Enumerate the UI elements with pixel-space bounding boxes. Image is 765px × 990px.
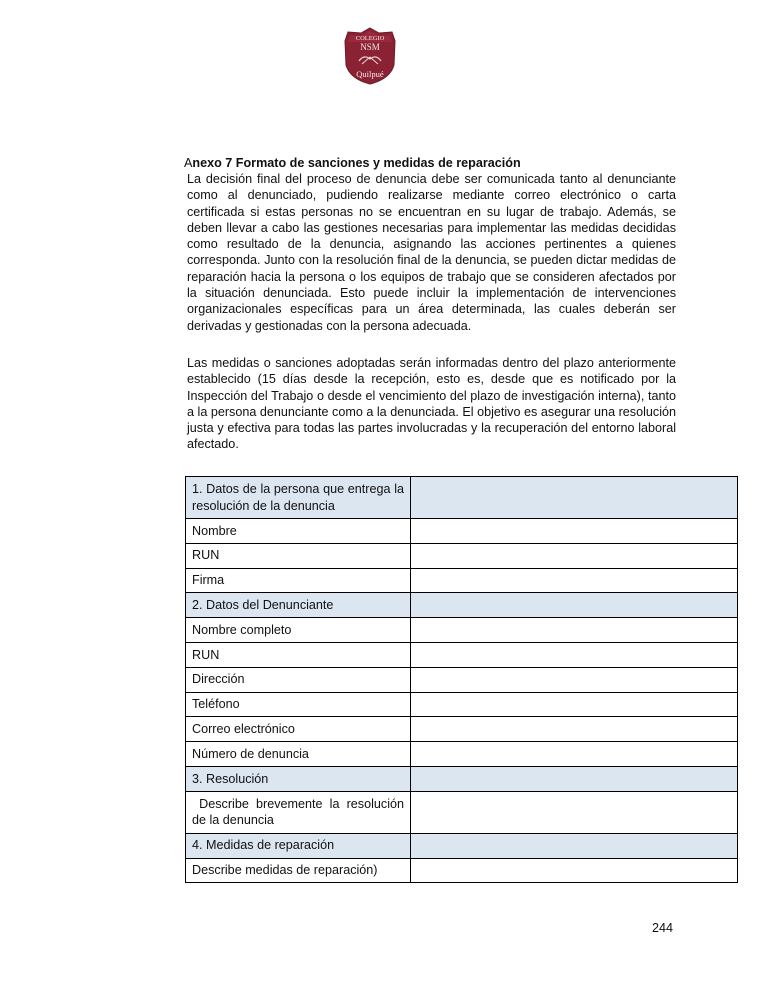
page-number: 244 <box>652 921 674 935</box>
school-crest-logo <box>342 27 398 85</box>
nombre-label: Nombre <box>186 519 411 544</box>
section-2-header: 2. Datos del Denunciante <box>186 593 411 618</box>
nombre-completo-field[interactable] <box>411 618 738 643</box>
table-row <box>186 667 738 692</box>
section-1-header: 1. Datos de la persona que entrega la resolución de la denuncia <box>186 477 411 519</box>
telefono-field[interactable] <box>411 692 738 717</box>
table-row <box>186 593 738 618</box>
firma-label: Firma <box>186 568 411 593</box>
annex-title-text: nexo 7 Formato de sanciones y medidas de reparación <box>192 156 521 170</box>
nombre-field[interactable] <box>411 519 738 544</box>
table-row <box>186 833 738 858</box>
section-3-header: 3. Resolución <box>186 766 411 791</box>
run-denunciante-label: RUN <box>186 642 411 667</box>
sanctions-form-table <box>185 476 738 883</box>
table-row <box>186 717 738 742</box>
describe-medidas-field[interactable] <box>411 858 738 883</box>
svg-text:NSM: NSM <box>360 42 380 52</box>
direccion-label: Dirección <box>186 667 411 692</box>
table-row <box>186 618 738 643</box>
run-field[interactable] <box>411 543 738 568</box>
correo-label: Correo electrónico <box>186 717 411 742</box>
section-4-value <box>411 833 738 858</box>
nombre-completo-label: Nombre completo <box>186 618 411 643</box>
firma-field[interactable] <box>411 568 738 593</box>
paragraph-2: Las medidas o sanciones adoptadas serán informadas dentro del plazo anteriormente establecido (15 días desde la recepción, esto es, desde que es notificado por la Inspección del Trabajo o desde el vencimiento del plazo de investigación interna), tanto a la persona denunciante como a la denunciada. El objetivo es asegurar una resolución justa y efectiva para todas las partes involucradas y la recuperación del entorno laboral afectado. <box>187 356 676 452</box>
svg-text:Quilpué: Quilpué <box>356 69 384 79</box>
table-row <box>186 543 738 568</box>
table-row <box>186 642 738 667</box>
numero-denuncia-label: Número de denuncia <box>186 742 411 767</box>
annex-title-first-letter: A <box>184 156 193 170</box>
table-row <box>186 791 738 833</box>
table-row <box>186 766 738 791</box>
annex-title <box>184 155 684 171</box>
numero-denuncia-field[interactable] <box>411 742 738 767</box>
section-4-header: 4. Medidas de reparación <box>186 833 411 858</box>
section-1-value[interactable] <box>411 477 738 519</box>
table-row <box>186 858 738 883</box>
table-row <box>186 568 738 593</box>
table-row <box>186 477 738 519</box>
section-2-value <box>411 593 738 618</box>
describe-resolucion-label: Describe brevemente la resolución de la denuncia <box>186 791 411 833</box>
correo-field[interactable] <box>411 717 738 742</box>
table-row <box>186 519 738 544</box>
section-3-value <box>411 766 738 791</box>
svg-text:COLEGIO: COLEGIO <box>355 35 385 42</box>
run-label: RUN <box>186 543 411 568</box>
run-denunciante-field[interactable] <box>411 642 738 667</box>
describe-medidas-label: Describe medidas de reparación) <box>186 858 411 883</box>
describe-resolucion-field[interactable] <box>411 791 738 833</box>
telefono-label: Teléfono <box>186 692 411 717</box>
table-row <box>186 692 738 717</box>
table-row <box>186 742 738 767</box>
direccion-field[interactable] <box>411 667 738 692</box>
paragraph-1: La decisión final del proceso de denuncia debe ser comunicada tanto al denunciante como al denunciado, pudiendo realizarse mediante correo electrónico o carta certificada si estas personas no se encuentran en su lugar de trabajo. Además, se deben llevar a cabo las gestiones necesarias para implementar las medidas decididas como resultado de la denuncia, asignando las acciones pertinentes a quienes corresponda. Junto con la resolución final de la denuncia, se pueden dictar medidas de reparación hacia la persona o los equipos de trabajo que se consideren afectados por la situación denunciada. Esto puede incluir la implementación de intervenciones organizacionales específicas para un área determinada, las cuales deberán ser derivadas y gestionadas con la persona adecuada. <box>187 172 676 333</box>
